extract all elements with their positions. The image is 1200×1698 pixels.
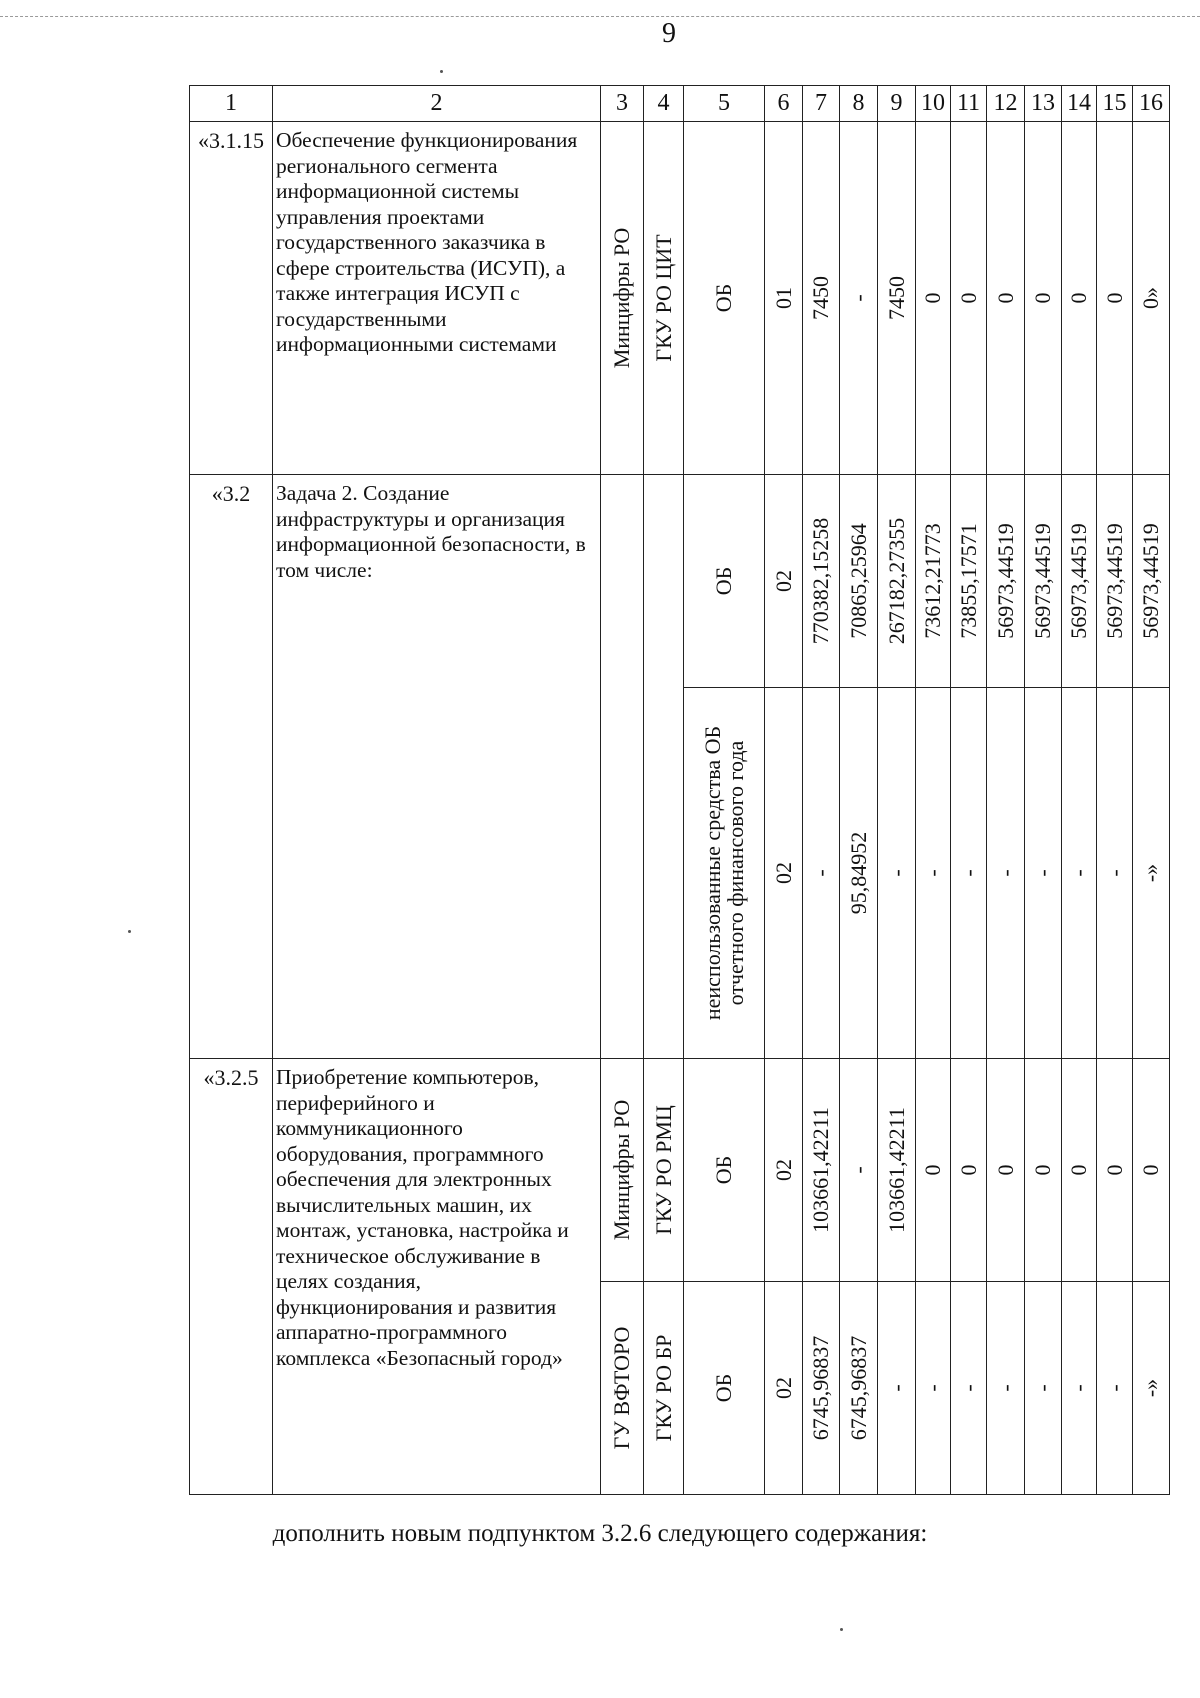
table-row bbox=[190, 475, 1170, 688]
row-name: Задача 2. Создание инфраструктуры и организация информационной безопасности, в том числе: bbox=[273, 475, 601, 1059]
value-cell: - bbox=[883, 869, 909, 877]
value-cell: -» bbox=[1138, 1378, 1163, 1398]
value-cell: 0 bbox=[1066, 1164, 1091, 1176]
header-cell: 16 bbox=[1133, 86, 1170, 122]
code-cell: 01 bbox=[770, 287, 796, 309]
financing-table bbox=[189, 85, 1170, 1495]
value-cell: 6745,96837 bbox=[808, 1335, 833, 1441]
page-number: 9 bbox=[662, 18, 676, 49]
executor-cell: ГКУ РО ЦИТ bbox=[650, 234, 676, 362]
value-cell: 73855,17571 bbox=[955, 523, 981, 639]
value-cell: 0 bbox=[1030, 1164, 1055, 1176]
value-cell: - bbox=[808, 869, 833, 877]
value-cell: - bbox=[955, 1384, 981, 1392]
header-row bbox=[190, 86, 1170, 122]
value-cell: 70865,25964 bbox=[845, 523, 871, 639]
value-cell: 103661,42211 bbox=[808, 1107, 833, 1233]
ministry-cell: Минцифры РО bbox=[609, 1099, 634, 1241]
value-cell: -» bbox=[1138, 863, 1163, 883]
table-row bbox=[190, 122, 1170, 475]
value-cell: - bbox=[955, 869, 981, 877]
header-cell: 6 bbox=[765, 86, 803, 122]
header-cell: 8 bbox=[840, 86, 878, 122]
source-cell: ОБ bbox=[711, 566, 736, 596]
value-cell: - bbox=[992, 1384, 1018, 1392]
scan-speck bbox=[440, 70, 443, 73]
header-cell: 3 bbox=[601, 86, 644, 122]
value-cell: 0 bbox=[1066, 292, 1091, 304]
value-cell: - bbox=[1030, 1384, 1055, 1392]
value-cell: 56973,44519 bbox=[992, 523, 1018, 639]
header-cell: 2 bbox=[273, 86, 601, 122]
value-cell: 56973,44519 bbox=[1101, 523, 1127, 639]
scan-speck bbox=[840, 1628, 843, 1631]
header-cell: 7 bbox=[803, 86, 840, 122]
header-cell: 11 bbox=[951, 86, 987, 122]
header-cell: 4 bbox=[644, 86, 684, 122]
value-cell: - bbox=[883, 1384, 909, 1392]
scan-edge-line bbox=[0, 16, 1200, 17]
source-cell: неиспользованные средства ОБ отчетного финансового года bbox=[700, 725, 748, 1021]
value-cell: - bbox=[920, 1384, 945, 1392]
footer-instruction: дополнить новым подпунктом 3.2.6 следующего содержания: bbox=[272, 1520, 928, 1547]
value-cell: - bbox=[845, 294, 871, 302]
code-cell: 02 bbox=[770, 570, 796, 592]
header-cell: 15 bbox=[1097, 86, 1133, 122]
header-cell: 1 bbox=[190, 86, 273, 122]
value-cell: 0 bbox=[1138, 1164, 1163, 1176]
value-cell: 56973,44519 bbox=[1138, 523, 1163, 639]
value-cell: 95,84952 bbox=[845, 831, 871, 915]
source-cell: ОБ bbox=[711, 1373, 736, 1403]
source-cell: ОБ bbox=[711, 1155, 736, 1185]
value-cell: 7450 bbox=[883, 276, 909, 320]
row-name: Обеспечение функционирования регионального сегмента информационной системы управления проектами государственного заказчика в сфере строительства (ИСУП), а также интеграция ИСУП с государственными информационными системами bbox=[273, 122, 601, 475]
source-cell: ОБ bbox=[711, 283, 736, 313]
value-cell: 56973,44519 bbox=[1066, 523, 1091, 639]
value-cell: 73612,21773 bbox=[920, 523, 945, 639]
row-code: «3.2 bbox=[190, 475, 273, 1059]
value-cell: 0 bbox=[1030, 292, 1055, 304]
header-cell: 12 bbox=[987, 86, 1025, 122]
value-cell: - bbox=[1030, 869, 1055, 877]
value-cell: - bbox=[992, 869, 1018, 877]
value-cell: 0 bbox=[955, 1164, 981, 1176]
value-cell: 267182,27355 bbox=[883, 517, 909, 645]
code-cell: 02 bbox=[770, 1159, 796, 1181]
row-code: «3.1.15 bbox=[190, 122, 273, 475]
header-cell: 5 bbox=[684, 86, 765, 122]
value-cell: 770382,15258 bbox=[808, 517, 833, 645]
row-name: Приобретение компьютеров, периферийного и коммуникационного оборудования, программного обеспечения для электронных вычислительных машин, их монтаж, установка, настройка и техническое обслуживание в целях создания, функционирования и развития аппаратно-программного комплекса «Безопасный город» bbox=[273, 1059, 601, 1495]
value-cell: 0 bbox=[992, 292, 1018, 304]
ministry-cell: Минцифры РО bbox=[609, 227, 634, 369]
value-cell: 0 bbox=[992, 1164, 1018, 1176]
executor-cell: ГКУ РО РМЦ bbox=[650, 1105, 676, 1235]
code-cell: 02 bbox=[770, 1377, 796, 1399]
executor-cell: ГКУ РО БР bbox=[650, 1334, 676, 1442]
value-cell: 0» bbox=[1138, 287, 1163, 309]
value-cell: 6745,96837 bbox=[845, 1335, 871, 1441]
header-cell: 9 bbox=[878, 86, 916, 122]
value-cell: - bbox=[1066, 1384, 1091, 1392]
value-cell: 0 bbox=[920, 292, 945, 304]
value-cell: - bbox=[845, 1166, 871, 1174]
scan-speck bbox=[128, 930, 131, 933]
value-cell: 0 bbox=[920, 1164, 945, 1176]
value-cell: 56973,44519 bbox=[1030, 523, 1055, 639]
code-cell: 02 bbox=[770, 862, 796, 884]
header-cell: 13 bbox=[1025, 86, 1062, 122]
value-cell: 103661,42211 bbox=[883, 1107, 909, 1233]
value-cell: - bbox=[1101, 1384, 1127, 1392]
value-cell: 0 bbox=[1101, 292, 1127, 304]
header-cell: 10 bbox=[916, 86, 951, 122]
value-cell: - bbox=[1066, 869, 1091, 877]
value-cell: 7450 bbox=[808, 276, 833, 320]
row-code: «3.2.5 bbox=[190, 1059, 273, 1495]
ministry-cell: ГУ ВФТОРО bbox=[609, 1326, 634, 1450]
value-cell: 0 bbox=[955, 292, 981, 304]
value-cell: - bbox=[1101, 869, 1127, 877]
value-cell: 0 bbox=[1101, 1164, 1127, 1176]
header-cell: 14 bbox=[1062, 86, 1097, 122]
value-cell: - bbox=[920, 869, 945, 877]
table-row bbox=[190, 1059, 1170, 1282]
